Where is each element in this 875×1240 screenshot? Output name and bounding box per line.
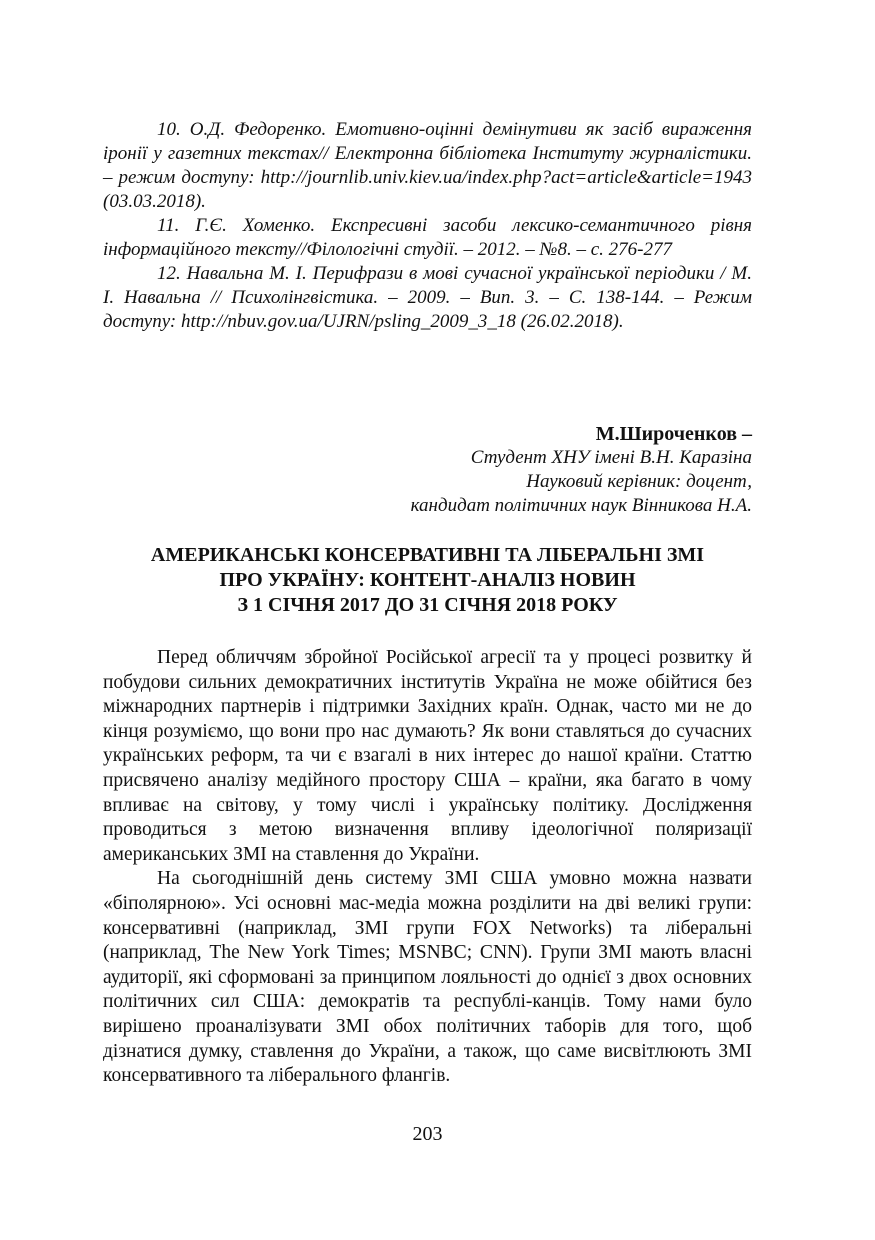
body-paragraph: На сьогоднішній день систему ЗМІ США умовно можна назвати «біполярною». Усі основні мас-медіа можна розділити на дві великі групи: консервативні (наприклад, ЗМІ групи FOX Networks) та ліберальні (наприклад, The New York Times; MSNBC; CNN). Групи ЗМІ мають власні аудиторії, які сформовані за принципом лояльності до однієї з двох основних політичних сил США: демократів та республі-канців. Тому нами було вирішено проаналізувати ЗМІ обох політичних таборів для того, щоб дізнатися думку, ставлення до України, а також, що саме висвітлюють ЗМІ консервативного та ліберального флангів. [103,868,752,1087]
supervisor-degree: кандидат політичних наук Вінникова Н.А. [410,495,752,516]
supervisor: Науковий керівник: доцент, [526,471,752,492]
author-name: М.Широченков – [595,423,752,445]
title-line-1: АМЕРИКАНСЬКІ КОНСЕРВАТИВНІ ТА ЛІБЕРАЛЬНІ ЗМІ [150,544,705,566]
article-title [103,543,752,618]
reference-item: 10. О.Д. Федоренко. Емотивно-оцінні демінутиви як засіб вираження іронії у газетних текстах// Електронна бібліотека Інституту журналістики. – режим доступу: http://journlib.univ.kiev.ua/index.php?act=article&article=1943 (03.03.2018). [103,119,752,212]
document-page [103,118,752,1168]
body-paragraph: Перед обличчям збройної Російської агресії та у процесі розвитку й побудови сильних демократичних інститутів Україна не може обійтися без міжнародних партнерів і підтримки Західних країн. Однак, часто ми не до кінця розуміємо, що вони про нас думають? Як вони ставляться до сучасних українських реформ, та чи є взагалі в них інтерес до нашої країни. Статтю присвячено аналізу медійного простору США – країни, яка багато в чому впливає на світову, у тому числі і українську політику. Дослідження проводиться з метою визначення впливу ідеологічної поляризації американських ЗМІ на ставлення до України. [103,647,752,865]
references-list [103,118,752,334]
title-line-2: ПРО УКРАЇНУ: КОНТЕНТ-АНАЛІЗ НОВИН [219,569,636,591]
article-body [103,646,752,1089]
title-line-3: З 1 СІЧНЯ 2017 ДО 31 СІЧНЯ 2018 РОКУ [237,594,618,616]
author-position: Студент ХНУ імені В.Н. Каразіна [470,447,752,468]
reference-item: 12. Навальна М. І. Перифрази в мові сучасної української періодики / М. І. Навальна // Психолінгвістика. – 2009. – Вип. 3. – С. 138-144. – Режим доступу: http://nbuv.gov.ua/UJRN/psling_2009_3_18 (26.02.2018). [103,263,752,332]
page-number: 203 [412,1123,443,1145]
reference-item: 11. Г.Є. Хоменко. Експресивні засоби лексико-семантичного рівня інформаційного тексту//Філологічні студії. – 2012. – №8. – с. 276-277 [103,215,752,260]
author-block [411,422,752,518]
